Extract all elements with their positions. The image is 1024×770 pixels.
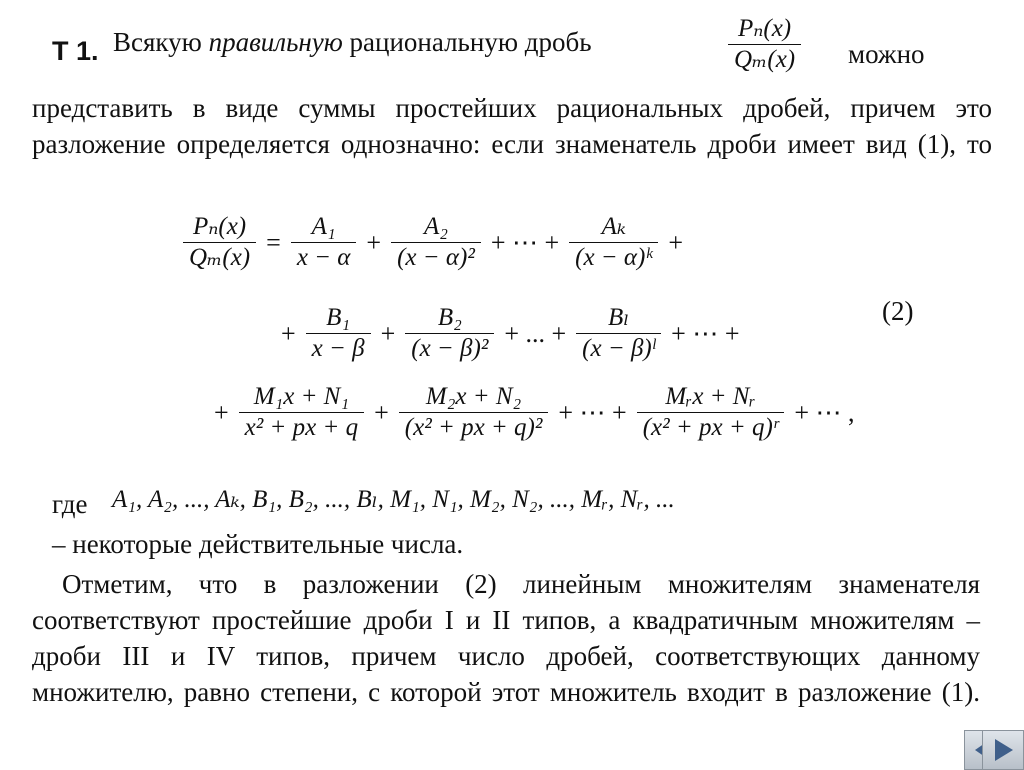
term-b2 [405, 303, 494, 364]
lead-word: можно [848, 39, 925, 69]
theorem-label: Т 1. [52, 36, 99, 66]
term-b1 [306, 303, 371, 364]
ellipsis-sum: + ⋯ + [490, 227, 560, 257]
term-denominator: (x − α)ᵏ [575, 244, 653, 272]
term-denominator: (x² + px + q)ʳ [642, 414, 779, 442]
equals-sign: = [266, 227, 281, 257]
plus-sign: + [366, 227, 382, 257]
plus-sign: + [214, 397, 229, 427]
arrow-right-icon [983, 731, 1023, 769]
intro-italic-word: правильную [208, 27, 343, 57]
real-numbers-note: – некоторые действительные числа. [52, 529, 464, 559]
plus-sign: + [380, 318, 396, 348]
term-numerator: M₁x + N₁ [253, 383, 350, 410]
lhs-numerator: Pₙ(x) [192, 213, 247, 240]
term-numerator: Mᵣx + Nᵣ [665, 383, 756, 410]
term-numerator: A₁ [311, 213, 336, 240]
ellipsis-sum: + ... + [504, 318, 567, 348]
term-a1 [291, 212, 357, 273]
trailing-ellipsis: + ⋯ , [794, 397, 855, 427]
term-numerator: M₂x + N₂ [425, 383, 522, 410]
paragraph-2: Отметим, что в разложении (2) линейным множителям знаменателя соответствуют простейшие дроби I и II типов, а квадратичным множителям – дроби III и IV типов, причем число дробей, соответствующих данному множителю, равно степени, с которой этот множитель входит в разложение (1). [32, 569, 980, 707]
theorem-intro [113, 24, 592, 60]
coefficient-list: A₁, A₂, ..., Aₖ, B₁, B₂, ..., Bₗ, M₁, N₁, M₂, N₂, ..., Mᵣ, Nᵣ, ... [112, 486, 675, 513]
paragraph-1: представить в виде суммы простейших рациональных дробей, причем это разложение определяется однозначно: если знаменатель дроби имеет вид (1), то [32, 93, 992, 159]
formula-row-1 [183, 212, 689, 273]
intro-text-2: рациональную дробь [342, 27, 592, 57]
term-numerator: B₂ [437, 304, 462, 331]
plus-sign: + [374, 397, 389, 427]
term-numerator: B₁ [326, 304, 351, 331]
term-mr [637, 382, 785, 443]
formula-row-2 [275, 303, 745, 364]
lhs-fraction [183, 212, 256, 273]
plus-sign: + [668, 227, 684, 257]
term-numerator: Aₖ [601, 213, 626, 240]
plus-sign: + [281, 318, 296, 348]
term-denominator: x − β [311, 335, 365, 363]
term-m2 [399, 382, 549, 443]
where-label: где [52, 489, 88, 519]
term-numerator: A₂ [423, 213, 448, 240]
term-denominator: (x² + px + q)² [404, 414, 543, 442]
term-denominator: x² + px + q [244, 414, 359, 442]
term-m1 [239, 382, 364, 443]
next-slide-button[interactable] [982, 730, 1024, 770]
term-ak [569, 212, 658, 273]
term-denominator: (x − β)ˡ [582, 335, 656, 363]
term-numerator: Bₗ [607, 304, 630, 331]
formula-row-3 [208, 382, 861, 443]
term-denominator: (x − α)² [397, 244, 475, 272]
ellipsis-sum: + ⋯ + [671, 318, 740, 348]
term-a2 [391, 212, 481, 273]
lead-fraction [728, 14, 801, 75]
lhs-denominator: Qₘ(x) [189, 244, 251, 272]
term-bl [576, 303, 661, 364]
intro-text-1: Всякую [113, 27, 209, 57]
term-denominator: x − α [296, 244, 351, 272]
term-denominator: (x − β)² [411, 335, 489, 363]
lead-fraction-numerator: Pₙ(x) [737, 15, 792, 42]
ellipsis-sum: + ⋯ + [558, 397, 627, 427]
lead-fraction-denominator: Qₘ(x) [734, 46, 796, 74]
equation-number: (2) [882, 296, 914, 326]
